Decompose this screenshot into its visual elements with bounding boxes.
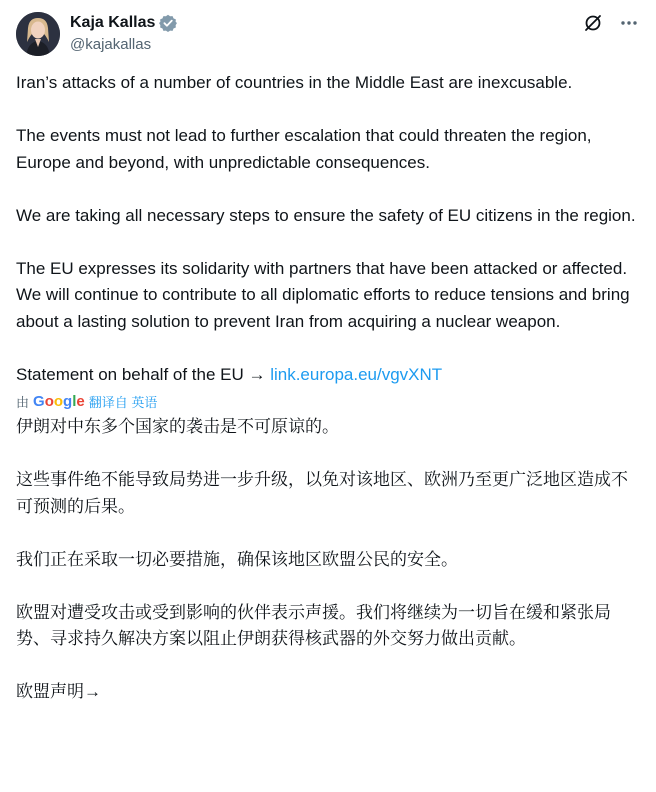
more-button[interactable]: [618, 12, 640, 34]
google-logo-letter: G: [33, 392, 45, 410]
verified-badge-icon: [159, 14, 177, 32]
tweet-paragraph: The events must not lead to further escalation that could threaten the region, Europe and beyond, with unpredictable consequences.: [16, 126, 597, 172]
grok-button[interactable]: [582, 12, 604, 34]
top-actions: [582, 12, 640, 34]
avatar[interactable]: [16, 12, 60, 56]
google-logo-letter: o: [53, 392, 64, 410]
statement-line: [16, 362, 636, 389]
tweet-paragraph: The EU expresses its solidarity with partners that have been attacked or affected. We will continue to contribute to all diplomatic efforts to reduce tensions and bring about a lasting solution to prevent Iran from acquiring a nuclear weapon.: [16, 258, 635, 331]
google-logo-text: [33, 393, 85, 410]
translated-statement: 欧盟声明→: [16, 682, 101, 701]
tweet-header: [16, 10, 640, 58]
author-block: [70, 12, 177, 53]
google-logo-letter: g: [63, 392, 73, 410]
avatar-image: [16, 12, 60, 56]
translated-paragraph: 我们正在采取一切必要措施，确保该地区欧盟公民的安全。: [16, 549, 458, 569]
google-logo: [33, 393, 85, 410]
tweet-paragraph: Iran’s attacks of a number of countries in the Middle East are inexcusable.: [16, 73, 573, 92]
more-icon: [619, 13, 639, 33]
translated-paragraph: 欧盟对遭受攻击或受到影响的伙伴表示声援。我们将继续为一切旨在缓和紧张局势、寻求持久解决方案以阻止伊朗获得核武器的外交努力做出贡献。: [16, 602, 611, 648]
author-handle[interactable]: @kajakallas: [70, 36, 152, 53]
translated-paragraph: 这些事件绝不能导致局势进一步升级，以免对该地区、欧洲乃至更广泛地区造成不可预测的后果。: [16, 470, 628, 516]
translation-attribution: [16, 390, 636, 412]
statement-link[interactable]: link.europa.eu/vgvXNT: [270, 364, 443, 384]
author-display-name[interactable]: Kaja Kallas: [70, 14, 156, 31]
google-logo-letter: e: [76, 392, 85, 410]
google-logo-letter: l: [72, 392, 77, 410]
google-logo-letter: o: [44, 392, 54, 410]
translated-from-link[interactable]: 翻译自 英语: [88, 394, 158, 410]
tweet-body: [16, 70, 636, 706]
translated-by-label: 由: [16, 394, 30, 410]
name-row: [70, 12, 177, 34]
tweet-paragraph: We are taking all necessary steps to ensure the safety of EU citizens in the region.: [16, 205, 636, 225]
translated-paragraph: 伊朗对中东多个国家的袭击是不可原谅的。: [16, 417, 339, 436]
grok-icon: [583, 13, 603, 33]
statement-prefix: Statement on behalf of the EU →: [16, 364, 271, 384]
